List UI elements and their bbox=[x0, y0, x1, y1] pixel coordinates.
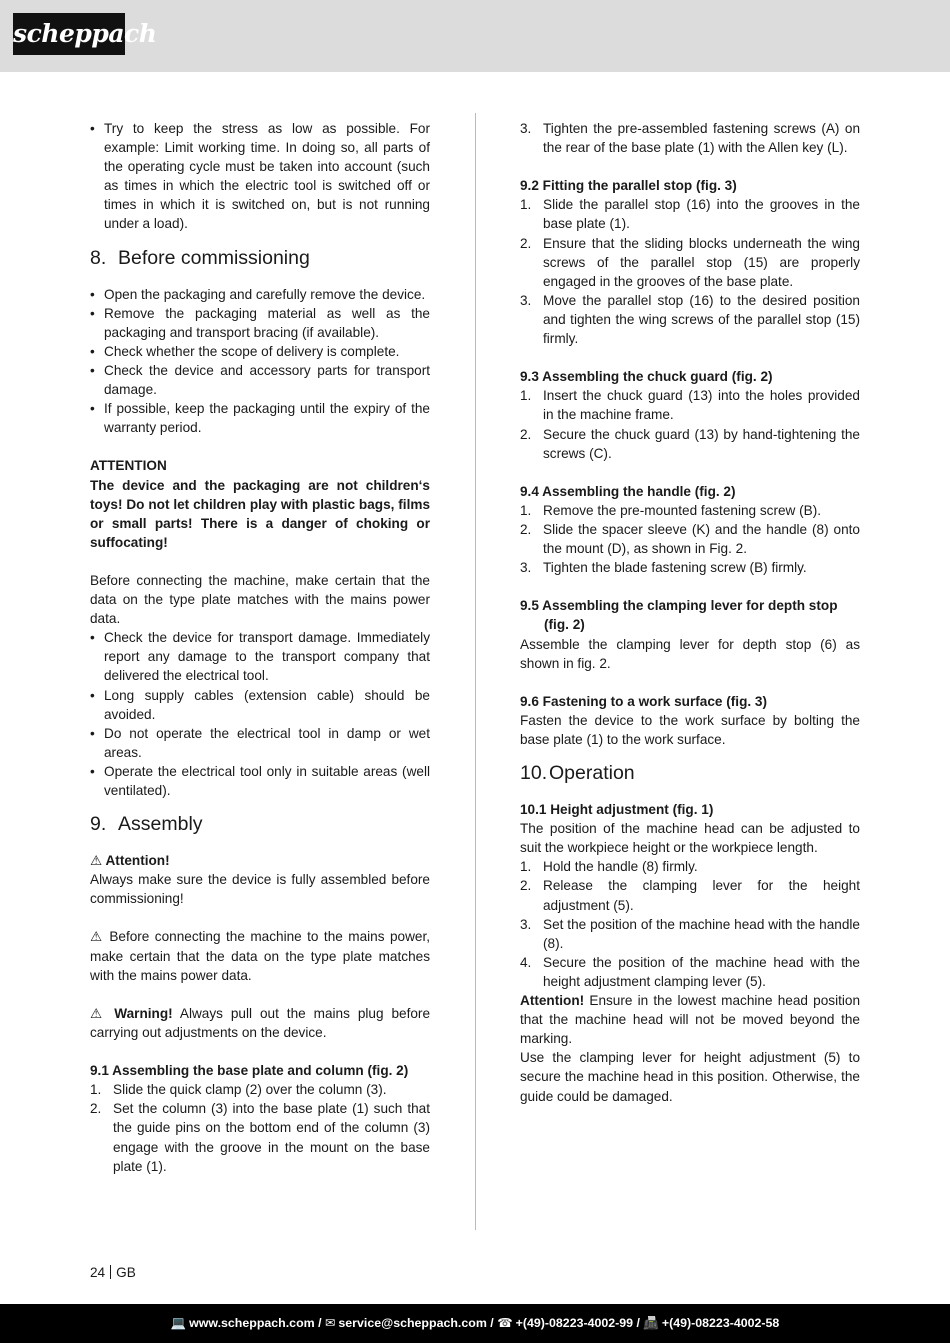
list-item: 2. Release the clamping lever for the height adjustment (5). bbox=[520, 878, 860, 913]
footer-bar bbox=[0, 1304, 950, 1343]
paragraph: Always make sure the device is fully assembled before commissioning! bbox=[90, 872, 430, 907]
subheading-10-1: 10.1 Height adjustment (fig. 1) bbox=[520, 802, 714, 818]
warning-icon: ⚠ bbox=[90, 929, 104, 945]
list-item: 2. Slide the spacer sleeve (K) and the handle (8) onto the mount (D), as shown in Fig. 2. bbox=[520, 521, 860, 557]
list-item: • Operate the electrical tool only in suitable areas (well ventilated). bbox=[90, 763, 430, 798]
section-heading-10: 10.Operation bbox=[520, 762, 635, 785]
list-item: 2. Ensure that the sliding blocks underneath the wing screws of the parallel stop (15) are properly engaged in the grooves of the base plate. bbox=[520, 235, 860, 289]
page-number: 24 GB bbox=[90, 1265, 136, 1280]
mail-icon: ✉ bbox=[325, 1316, 336, 1330]
attention-text: The device and the packaging are not children‘s toys! Do not let children play with plastic bags, films or small parts! There is a danger of choking or suffocating! bbox=[90, 477, 430, 550]
list-item: 2. Secure the chuck guard (13) by hand-tightening the screws (C). bbox=[520, 426, 860, 461]
paragraph: ⚠ Warning! Always pull out the mains plug before carrying out adjustments on the device. bbox=[90, 1005, 431, 1040]
list-item: 1. Remove the pre-mounted fastening screw (B). bbox=[520, 502, 822, 518]
phone-icon: ☎ bbox=[497, 1316, 513, 1330]
email-link[interactable]: service@scheppach.com / bbox=[338, 1316, 494, 1330]
subheading-9-5-cont: (fig. 2) bbox=[544, 617, 585, 633]
subheading-9-3: 9.3 Assembling the chuck guard (fig. 2) bbox=[520, 369, 773, 385]
list-item: • If possible, keep the packaging until the expiry of the warranty period. bbox=[90, 401, 430, 436]
subheading-9-2: 9.2 Fitting the parallel stop (fig. 3) bbox=[520, 178, 737, 194]
list-item: • Check whether the scope of delivery is complete. bbox=[90, 343, 400, 359]
list-item: 3. Move the parallel stop (16) to the desired position and tighten the wing screws of the parallel stop (15) firmly. bbox=[520, 292, 860, 347]
list-item: • Check the device and accessory parts for transport damage. bbox=[90, 362, 430, 398]
paragraph: Attention! Ensure in the lowest machine head position that the machine head will not be moved beyond the marking. bbox=[520, 993, 861, 1047]
subheading-9-1: 9.1 Assembling the base plate and column (fig. 2) bbox=[90, 1063, 409, 1079]
website-link[interactable]: www.scheppach.com / bbox=[189, 1316, 322, 1330]
fax-icon: 📠 bbox=[643, 1316, 659, 1330]
fax-number: +(49)-08223-4002-58 bbox=[661, 1316, 780, 1330]
paragraph: Before connecting the machine, make certain that the data on the type plate matches with the mains power data. bbox=[90, 572, 430, 627]
paragraph: Fasten the device to the work surface by bolting the base plate (1) to the work surface. bbox=[520, 712, 860, 747]
list-item: 3. Tighten the pre-assembled fastening screws (A) on the rear of the base plate (1) with the Allen key (L). bbox=[520, 121, 860, 156]
list-item: 1. Slide the quick clamp (2) over the column (3). bbox=[90, 1082, 387, 1098]
computer-icon: 💻 bbox=[170, 1316, 187, 1330]
subheading-9-4: 9.4 Assembling the handle (fig. 2) bbox=[520, 483, 736, 499]
paragraph: Assemble the clamping lever for depth stop (6) as shown in fig. 2. bbox=[520, 636, 860, 671]
right-column bbox=[520, 119, 860, 1106]
warning-icon: ⚠ bbox=[90, 1005, 107, 1021]
list-item: 1. Hold the handle (8) firmly. bbox=[520, 859, 698, 875]
list-item: 3. Tighten the blade fastening screw (B) firmly. bbox=[520, 560, 807, 576]
column-divider bbox=[475, 113, 476, 1230]
list-item: 2. Set the column (3) into the base plate (1) such that the guide pins on the bottom end of the column (3) engage with the groove in the mount on the base plate (1). bbox=[90, 1101, 430, 1174]
attention-label: ATTENTION bbox=[90, 458, 167, 474]
section-heading-8: 8. Before commissioning bbox=[90, 246, 310, 269]
left-column bbox=[90, 119, 430, 1176]
list-item: 1. Slide the parallel stop (16) into the grooves in the base plate (1). bbox=[520, 197, 860, 232]
subheading-9-5: 9.5 Assembling the clamping lever for depth stop bbox=[520, 598, 838, 614]
list-item: 3. Set the position of the machine head with the handle (8). bbox=[520, 916, 860, 951]
list-item: • Try to keep the stress as low as possible. For example: Limit working time. In doing so, all parts of the operating cycle must be taken into account (such as times in which the electric tool is switched off or times in which it is switched on, but is not running under a load). bbox=[90, 121, 430, 232]
paragraph: The position of the machine head can be adjusted to suit the workpiece height or the workpiece length. bbox=[520, 821, 860, 856]
list-item: • Long supply cables (extension cable) should be avoided. bbox=[90, 687, 430, 722]
phone-number: +(49)-08223-4002-99 / bbox=[515, 1316, 640, 1330]
warning-icon: ⚠ bbox=[90, 853, 103, 869]
subheading-9-6: 9.6 Fastening to a work surface (fig. 3) bbox=[520, 693, 768, 709]
list-item: • Check the device for transport damage. Immediately report any damage to the transport company that delivered the electrical tool. bbox=[90, 630, 430, 684]
attention-heading: ⚠ Attention! bbox=[90, 853, 170, 869]
list-item: • Remove the packaging material as well as the packaging and transport bracing (if available). bbox=[90, 305, 430, 340]
list-item: • Do not operate the electrical tool in damp or wet areas. bbox=[90, 725, 430, 760]
header-band bbox=[0, 0, 950, 72]
paragraph: Use the clamping lever for height adjustment (5) to secure the machine head in this position. Otherwise, the guide could be damaged. bbox=[520, 1050, 860, 1104]
list-item: • Open the packaging and carefully remove the device. bbox=[90, 286, 426, 302]
scheppach-logo: scheppach bbox=[13, 13, 125, 55]
list-item: 4. Secure the position of the machine head with the height adjustment clamping lever (5). bbox=[520, 954, 860, 989]
paragraph: ⚠ Before connecting the machine to the mains power, make certain that the data on the type plate matches with the mains power data. bbox=[90, 929, 431, 983]
section-heading-9: 9. Assembly bbox=[90, 813, 203, 836]
list-item: 1. Insert the chuck guard (13) into the holes provided in the machine frame. bbox=[520, 388, 860, 423]
